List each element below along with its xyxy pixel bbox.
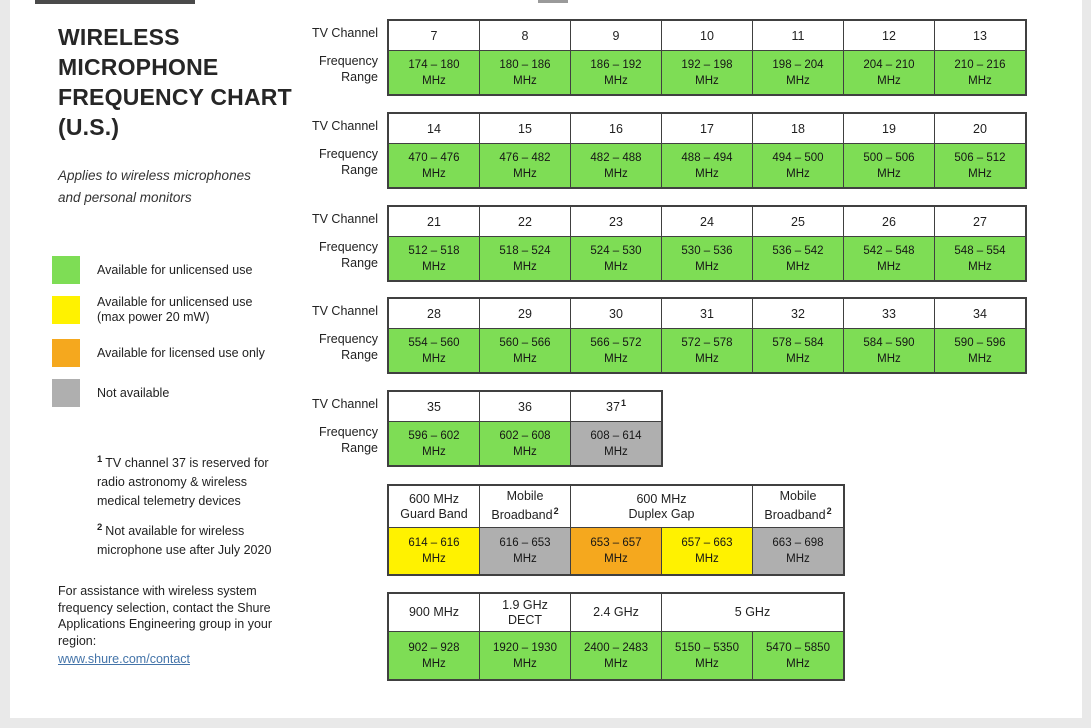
tv-channel-number: 34 (973, 306, 987, 321)
row-label-line: Range (341, 348, 378, 362)
tv-channel-cell (388, 113, 480, 144)
subtitle: Applies to wireless microphones and personal monitors (58, 168, 251, 205)
tv-channel-number: 16 (609, 121, 623, 136)
frequency-unit-text: MHz (422, 553, 446, 565)
frequency-unit-text: MHz (604, 445, 628, 458)
band-header-cell (480, 485, 571, 528)
tv-channel-cell (935, 113, 1027, 144)
frequency-range-text: 186 – 192 (590, 58, 642, 71)
frequency-cell (844, 51, 935, 96)
frequency-unit-text: MHz (422, 352, 446, 365)
frequency-unit-text: MHz (422, 260, 446, 273)
row-label-line: Frequency (318, 425, 378, 439)
tv-channel-cell (935, 20, 1027, 51)
frequency-range-text: 657 – 663 (681, 537, 733, 549)
frequency-unit-text: MHz (968, 352, 992, 365)
legend-swatch-green (52, 256, 80, 284)
contact-block (58, 583, 298, 668)
tv-channel-number: 21 (427, 214, 441, 229)
frequency-cell (571, 51, 662, 96)
frequency-range-text: 518 – 524 (499, 244, 551, 257)
contact-link[interactable]: www.shure.com/contact (58, 652, 190, 666)
tv-channel-number: 35 (427, 399, 441, 414)
frequency-range-text: 512 – 518 (408, 244, 460, 257)
frequency-unit-text: MHz (695, 352, 719, 365)
tv-channel-number: 26 (882, 214, 896, 229)
tv-channel-number: 24 (700, 214, 714, 229)
row-label-line: Range (341, 441, 378, 455)
frequency-range-text: 476 – 482 (499, 151, 551, 164)
frequency-unit-text: MHz (513, 167, 537, 180)
band-header-line (753, 504, 843, 523)
tv-channel-number: 37 (606, 400, 620, 415)
tv-channel-cell (571, 206, 662, 237)
footnotes (97, 450, 289, 567)
frequency-range-text: 180 – 186 (499, 58, 551, 71)
tv-channel-cell (662, 298, 753, 329)
tv-channel-cell (480, 206, 571, 237)
tv-channel-number: 17 (700, 121, 714, 136)
band-header-cell (388, 593, 480, 632)
tv-channel-table (387, 205, 1027, 282)
frequency-range-text: 590 – 596 (954, 336, 1006, 349)
frequency-range-text: 602 – 608 (499, 429, 551, 442)
frequency-cell (388, 144, 480, 189)
frequency-range-text: 470 – 476 (408, 151, 460, 164)
title-line: FREQUENCY CHART (58, 84, 292, 110)
band-header-cell (571, 485, 753, 528)
frequency-unit-text: MHz (695, 553, 719, 565)
contact-text: For assistance with wireless system frequency selection, contact the Shure Applications Engineering group in your region: (58, 584, 273, 648)
row-label-line: Frequency (318, 147, 378, 161)
frequency-range-text: 198 – 204 (772, 58, 824, 71)
frequency-range-text: 494 – 500 (772, 151, 824, 164)
legend-label (97, 295, 252, 325)
frequency-unit-text: MHz (786, 553, 810, 565)
document-page (10, 0, 1082, 718)
tv-channel-number: 12 (882, 28, 896, 43)
legend-label-line: (max power 20 mW) (97, 310, 210, 324)
tv-channel-cell (844, 20, 935, 51)
band-header-line (389, 492, 479, 507)
frequency-range-text: 560 – 566 (499, 336, 551, 349)
band-header-text: 2.4 GHz (593, 605, 639, 619)
tv-channel-cell (480, 20, 571, 51)
legend-label-line: Available for licensed use only (97, 345, 265, 360)
tv-channel-number: 22 (518, 214, 532, 229)
tv-channel-cell (662, 206, 753, 237)
legend-item-licensed-only (52, 339, 265, 367)
frequency-unit-text: MHz (422, 167, 446, 180)
tv-channel-number: 14 (427, 121, 441, 136)
band-header-cell (571, 593, 662, 632)
frequency-cell (753, 144, 844, 189)
tv-channel-number: 32 (791, 306, 805, 321)
frequency-range-text: 542 – 548 (863, 244, 915, 257)
footnote-text: Not available for wireless microphone use after July 2020 (97, 524, 272, 558)
legend-label (97, 346, 265, 361)
band-header-text: 1.9 GHz (502, 597, 548, 612)
tv-channel-number: 36 (518, 399, 532, 414)
tv-channel-table (387, 390, 663, 467)
footnote-2 (97, 518, 289, 560)
frequency-range-text: 5150 – 5350 (675, 641, 739, 654)
frequency-range-text: 204 – 210 (863, 58, 915, 71)
legend-item-not-available (52, 379, 169, 407)
frequency-unit-text: MHz (877, 167, 901, 180)
frequency-cell (662, 528, 753, 576)
frequency-cell (935, 51, 1027, 96)
tv-channel-number: 30 (609, 306, 623, 321)
row-label-line: Range (341, 163, 378, 177)
frequency-range-text: 584 – 590 (863, 336, 915, 349)
frequency-cell (844, 237, 935, 282)
row-label-frequency-range (248, 424, 378, 456)
row-label-line: Frequency (318, 240, 378, 254)
frequency-cell (388, 422, 480, 467)
band-table-600mhz (387, 484, 845, 576)
frequency-cell (935, 144, 1027, 189)
frequency-unit-text: MHz (513, 553, 537, 565)
row-label-line: Range (341, 70, 378, 84)
frequency-unit-text: MHz (513, 657, 537, 670)
frequency-range-text: 578 – 584 (772, 336, 824, 349)
frequency-unit-text: MHz (604, 657, 628, 670)
band-header-text: 600 MHz (636, 491, 687, 506)
tv-channel-cell (388, 391, 480, 422)
row-label-line: Frequency (318, 54, 378, 68)
band-header-line (753, 489, 843, 504)
frequency-cell (753, 51, 844, 96)
tv-channel-number: 31 (700, 306, 714, 321)
row-label-tv-channel: TV Channel (311, 212, 378, 226)
tv-channel-cell (480, 391, 571, 422)
frequency-unit-text: MHz (604, 260, 628, 273)
tv-channel-cell (388, 298, 480, 329)
legend-swatch-yellow (52, 296, 80, 324)
frequency-unit-text: MHz (604, 74, 628, 87)
band-header-line (662, 605, 843, 620)
frequency-cell (753, 237, 844, 282)
frequency-cell (480, 237, 571, 282)
row-label-tv-channel: TV Channel (311, 26, 378, 40)
frequency-range-text: 530 – 536 (681, 244, 733, 257)
tv-channel-cell (662, 113, 753, 144)
frequency-unit-text: MHz (968, 167, 992, 180)
tv-channel-cell (753, 298, 844, 329)
footnote-marker: 2 (826, 506, 832, 517)
frequency-range-text: 596 – 602 (408, 429, 460, 442)
tv-channel-number: 7 (430, 28, 438, 43)
band-header-line (389, 605, 479, 620)
cropped-top-artifact (538, 0, 568, 3)
frequency-cell (935, 329, 1027, 374)
frequency-cell (662, 144, 753, 189)
legend-item-unlicensed (52, 256, 252, 284)
frequency-unit-text: MHz (877, 352, 901, 365)
footnote-marker: 2 (553, 506, 559, 517)
band-header-line (480, 598, 570, 613)
frequency-range-text: 614 – 616 (408, 537, 460, 549)
tv-channel-number: 19 (882, 121, 896, 136)
tv-channel-cell (480, 298, 571, 329)
frequency-range-text: 524 – 530 (590, 244, 642, 257)
frequency-unit-text: MHz (604, 167, 628, 180)
legend-label-line: Not available (97, 385, 170, 400)
frequency-unit-text: MHz (968, 74, 992, 87)
frequency-cell (388, 237, 480, 282)
frequency-range-text: 192 – 198 (681, 58, 733, 71)
legend-item-unlicensed-low-power (52, 296, 252, 324)
tv-channel-cell (753, 113, 844, 144)
frequency-unit-text: MHz (695, 74, 719, 87)
tv-channel-cell (571, 391, 663, 422)
tv-channel-cell (844, 298, 935, 329)
frequency-unit-text: MHz (695, 657, 719, 670)
frequency-range-text: 5470 – 5850 (766, 641, 830, 654)
title-line: WIRELESS (58, 24, 180, 50)
band-header-text: Broadband (491, 508, 553, 523)
row-label-line: Frequency (318, 332, 378, 346)
frequency-cell (571, 422, 663, 467)
band-header-cell (662, 593, 845, 632)
frequency-unit-text: MHz (786, 74, 810, 87)
frequency-cell (480, 528, 571, 576)
frequency-unit-text: MHz (877, 260, 901, 273)
tv-channel-number: 10 (700, 28, 714, 43)
frequency-cell (388, 51, 480, 96)
frequency-cell (388, 632, 480, 681)
frequency-cell (662, 237, 753, 282)
legend-swatch-orange (52, 339, 80, 367)
tv-channel-number: 33 (882, 306, 896, 321)
row-label-frequency-range (248, 331, 378, 363)
legend-label-line: Available for unlicensed use (97, 262, 253, 277)
frequency-cell (388, 329, 480, 374)
tv-channel-number: 23 (609, 214, 623, 229)
tv-channel-cell (571, 20, 662, 51)
frequency-unit-text: MHz (422, 74, 446, 87)
frequency-unit-text: MHz (513, 352, 537, 365)
tv-channel-number: 20 (973, 121, 987, 136)
frequency-range-text: 663 – 698 (772, 537, 824, 549)
tv-channel-cell (662, 20, 753, 51)
frequency-range-text: 506 – 512 (954, 151, 1006, 164)
band-header-line (571, 605, 661, 620)
frequency-unit-text: MHz (786, 657, 810, 670)
frequency-range-text: 566 – 572 (590, 336, 642, 349)
tv-channel-table (387, 297, 1027, 374)
frequency-unit-text: MHz (786, 352, 810, 365)
frequency-range-text: 1920 – 1930 (493, 641, 557, 654)
band-header-text: 600 MHz (408, 491, 460, 506)
frequency-cell (480, 144, 571, 189)
tv-channel-table (387, 112, 1027, 189)
frequency-unit-text: MHz (695, 260, 719, 273)
frequency-range-text: 572 – 578 (681, 336, 733, 349)
frequency-cell (935, 237, 1027, 282)
frequency-range-text: 902 – 928 (408, 641, 460, 654)
footnote-marker: 2 (97, 522, 103, 534)
frequency-unit-text: MHz (604, 352, 628, 365)
tv-channel-number: 28 (427, 306, 441, 321)
tv-channel-number: 9 (612, 28, 620, 43)
band-header-text: Duplex Gap (628, 506, 695, 521)
frequency-cell (388, 528, 480, 576)
tv-channel-cell (753, 206, 844, 237)
band-header-text: Broadband (764, 508, 826, 523)
frequency-range-text: 482 – 488 (590, 151, 642, 164)
band-header-line (480, 504, 570, 523)
band-table-other (387, 592, 845, 681)
row-label-frequency-range (248, 53, 378, 85)
row-label-frequency-range (248, 146, 378, 178)
band-header-text: DECT (507, 612, 543, 627)
frequency-cell (480, 422, 571, 467)
frequency-unit-text: MHz (786, 167, 810, 180)
frequency-unit-text: MHz (513, 260, 537, 273)
frequency-cell (662, 632, 753, 681)
band-header-text: Mobile (506, 489, 544, 504)
band-header-text: Mobile (779, 489, 817, 504)
frequency-cell (753, 528, 845, 576)
footnote-marker: 1 (620, 398, 626, 409)
frequency-cell (662, 329, 753, 374)
band-header-line (389, 507, 479, 522)
frequency-range-text: 554 – 560 (408, 336, 460, 349)
frequency-range-text: 608 – 614 (590, 429, 642, 442)
frequency-cell (844, 144, 935, 189)
tv-channel-cell (388, 206, 480, 237)
frequency-range-text: 500 – 506 (863, 151, 915, 164)
frequency-range-text: 210 – 216 (954, 58, 1006, 71)
tv-channel-number: 18 (791, 121, 805, 136)
frequency-unit-text: MHz (513, 445, 537, 458)
footnote-marker: 1 (97, 454, 103, 465)
tv-channel-cell (388, 20, 480, 51)
band-header-line (480, 489, 570, 504)
frequency-cell (571, 144, 662, 189)
frequency-unit-text: MHz (422, 445, 446, 458)
tv-channel-cell (571, 298, 662, 329)
tv-channel-number: 15 (518, 121, 532, 136)
title-line: MICROPHONE (58, 54, 219, 80)
tv-channel-cell (935, 298, 1027, 329)
tv-channel-number: 27 (973, 214, 987, 229)
band-header-cell (388, 485, 480, 528)
band-header-text: Guard Band (400, 506, 468, 521)
frequency-cell (662, 51, 753, 96)
tv-channel-cell (753, 20, 844, 51)
tv-channel-table (387, 19, 1027, 96)
tv-channel-number: 11 (791, 28, 805, 43)
legend-label (97, 263, 252, 278)
frequency-unit-text: MHz (604, 553, 628, 565)
frequency-cell (480, 632, 571, 681)
frequency-unit-text: MHz (786, 260, 810, 273)
legend-swatch-gray (52, 379, 80, 407)
cropped-top-artifact (35, 0, 195, 4)
legend-label-line: Available for unlicensed use (97, 295, 253, 309)
frequency-cell (571, 632, 662, 681)
row-label-tv-channel: TV Channel (311, 119, 378, 133)
frequency-range-text: 616 – 653 (499, 537, 551, 549)
band-header-cell (480, 593, 571, 632)
row-label-frequency-range (248, 239, 378, 271)
tv-channel-number: 13 (973, 28, 987, 43)
frequency-unit-text: MHz (513, 74, 537, 87)
band-header-text: 5 GHz (734, 605, 771, 619)
frequency-range-text: 536 – 542 (772, 244, 824, 257)
band-header-cell (753, 485, 845, 528)
tv-channel-cell (844, 206, 935, 237)
footnote-text: TV channel 37 is reserved for radio astronomy & wireless medical telemetry devices (97, 456, 269, 509)
frequency-cell (753, 632, 845, 681)
row-label-line: Range (341, 256, 378, 270)
row-label-tv-channel: TV Channel (311, 397, 378, 411)
frequency-range-text: 174 – 180 (408, 58, 460, 71)
frequency-range-text: 653 – 657 (590, 537, 642, 549)
frequency-range-text: 2400 – 2483 (584, 641, 648, 654)
frequency-unit-text: MHz (695, 167, 719, 180)
tv-channel-cell (480, 113, 571, 144)
frequency-cell (844, 329, 935, 374)
frequency-cell (571, 329, 662, 374)
frequency-cell (480, 329, 571, 374)
band-header-line (571, 507, 752, 522)
frequency-cell (571, 528, 662, 576)
band-header-line (480, 613, 570, 628)
legend-label (97, 386, 169, 401)
frequency-cell (753, 329, 844, 374)
footnote-1 (97, 450, 289, 511)
frequency-cell (480, 51, 571, 96)
frequency-unit-text: MHz (968, 260, 992, 273)
tv-channel-number: 29 (518, 306, 532, 321)
tv-channel-cell (571, 113, 662, 144)
tv-channel-number: 8 (521, 28, 529, 43)
title-line: (U.S.) (58, 114, 120, 140)
band-header-text: 900 MHz (408, 605, 460, 619)
tv-channel-number: 25 (791, 214, 805, 229)
tv-channel-cell (935, 206, 1027, 237)
frequency-range-text: 548 – 554 (954, 244, 1006, 257)
tv-channel-cell (844, 113, 935, 144)
frequency-unit-text: MHz (422, 657, 446, 670)
row-label-tv-channel: TV Channel (311, 304, 378, 318)
frequency-unit-text: MHz (877, 74, 901, 87)
frequency-range-text: 488 – 494 (681, 151, 733, 164)
frequency-cell (571, 237, 662, 282)
band-header-line (571, 492, 752, 507)
